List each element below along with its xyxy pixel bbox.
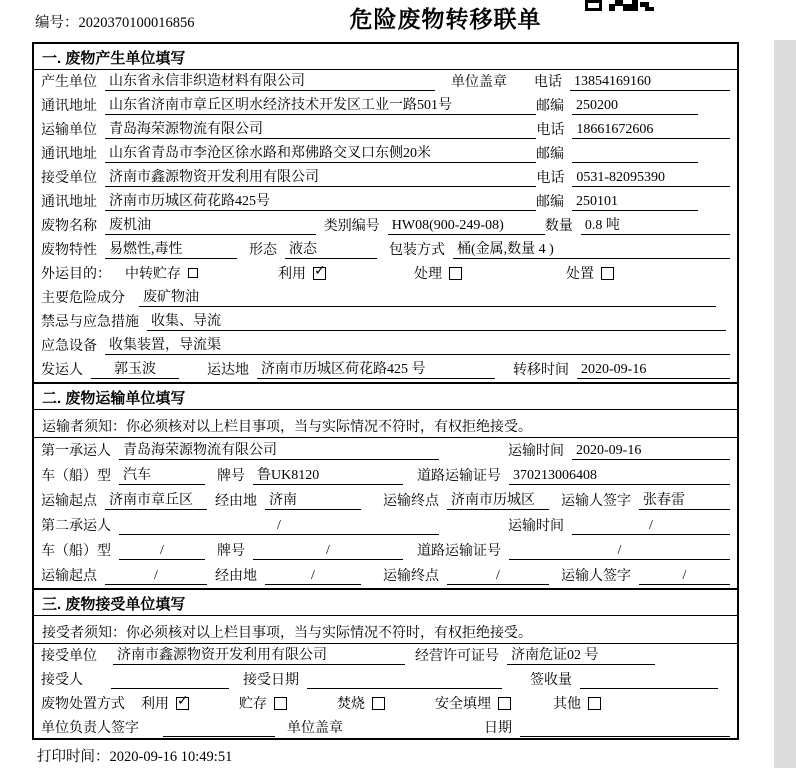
section-1-header: 一. 废物产生单位填写 bbox=[34, 44, 737, 70]
measures-value: 收集、导流 bbox=[147, 310, 726, 331]
checkbox-disposal-incinerate bbox=[372, 697, 385, 710]
form-title: 危险废物转移联单 bbox=[349, 7, 542, 32]
transporter-zip-value bbox=[572, 146, 698, 163]
disposal-option-utilize bbox=[141, 693, 189, 713]
hazard-value: 废矿物油 bbox=[139, 286, 716, 307]
hazard-label: 主要危险成分 bbox=[41, 291, 125, 306]
checkbox-treat bbox=[449, 267, 462, 280]
transporter-address-value: 山东省青岛市李沧区徐水路和郑佛路交叉口东侧20米 bbox=[105, 142, 536, 163]
row-vehicle-1 bbox=[34, 463, 737, 488]
measures-label: 禁忌与应急措施 bbox=[41, 315, 139, 330]
receiver-address-value: 济南市历城区荷花路425号 bbox=[105, 190, 536, 211]
transporter-phone-value: 18661672606 bbox=[572, 122, 730, 139]
row-hazard-component bbox=[34, 286, 737, 310]
transporter-notice: 运输者须知：你必须核对以上栏目事项，当与实际情况不符时，有权拒绝接受。 bbox=[34, 410, 737, 438]
category-value: HW08(900-249-08) bbox=[388, 218, 545, 235]
plate1-label: 牌号 bbox=[217, 469, 245, 484]
unit-seal-label: 单位盖章 bbox=[287, 721, 343, 736]
row-producer bbox=[34, 70, 737, 94]
route2-start-value: / bbox=[105, 568, 207, 585]
row-carrier-1 bbox=[34, 438, 737, 463]
carrier2-time-label: 运输时间 bbox=[508, 519, 564, 534]
producer-zip-value: 250200 bbox=[572, 98, 698, 115]
license-label: 经营许可证号 bbox=[415, 649, 499, 664]
producer-address-label: 通讯地址 bbox=[41, 99, 97, 114]
row-producer-address bbox=[34, 94, 737, 118]
package-value: 桶(金属,数量 4 ) bbox=[453, 238, 730, 259]
route2-sign-label: 运输人签字 bbox=[561, 569, 631, 584]
vehicle2-type-value: / bbox=[119, 543, 205, 560]
transporter-label: 运输单位 bbox=[41, 123, 97, 138]
checkbox-disposal-storage bbox=[274, 697, 287, 710]
signed-amount-label: 签收量 bbox=[530, 673, 572, 688]
checkbox-disposal-utilize bbox=[176, 697, 189, 710]
row-shipper bbox=[34, 358, 737, 382]
route1-start-label: 运输起点 bbox=[41, 494, 97, 509]
vehicle2-type-label: 车（船）型 bbox=[41, 544, 111, 559]
checkbox-utilize bbox=[313, 267, 326, 280]
transporter-address-label: 通讯地址 bbox=[41, 147, 97, 162]
equipment-label: 应急设备 bbox=[41, 339, 97, 354]
vehicle1-type-label: 车（船）型 bbox=[41, 469, 111, 484]
form-state-value: 液态 bbox=[285, 238, 377, 259]
row-waste-property bbox=[34, 238, 737, 262]
serial-number: 2020370100016856 bbox=[78, 15, 195, 31]
checkbox-dispose bbox=[601, 267, 614, 280]
producer-phone-label: 电话 bbox=[534, 75, 562, 90]
row-waste-name bbox=[34, 214, 737, 238]
producer-address-value: 山东省济南市章丘区明水经济技术开发区工业一路501号 bbox=[105, 94, 536, 115]
permit1-label: 道路运输证号 bbox=[417, 469, 501, 484]
purpose-option-utilize bbox=[278, 263, 326, 283]
checkbox-disposal-other bbox=[588, 697, 601, 710]
transfer-time-value: 2020-09-16 bbox=[577, 362, 730, 379]
print-time-value: 2020-09-16 10:49:51 bbox=[109, 749, 233, 765]
section-transporter bbox=[34, 382, 737, 588]
route2-start-label: 运输起点 bbox=[41, 569, 97, 584]
row-receiving-unit bbox=[34, 644, 737, 668]
quantity-label: 数量 bbox=[544, 219, 573, 234]
print-time-line bbox=[37, 745, 232, 766]
carrier1-label: 第一承运人 bbox=[41, 444, 111, 459]
carrier2-time-value: / bbox=[572, 518, 730, 535]
option-label: 焚烧 bbox=[337, 697, 365, 712]
license-value: 济南危证02 号 bbox=[507, 644, 655, 665]
route1-via-label: 经由地 bbox=[215, 494, 257, 509]
waste-name-label: 废物名称 bbox=[41, 219, 97, 234]
permit2-label: 道路运输证号 bbox=[417, 544, 501, 559]
carrier1-value: 青岛海荣源物流有限公司 bbox=[119, 439, 439, 460]
option-label: 安全填埋 bbox=[435, 697, 491, 712]
page-edge-strip bbox=[774, 40, 796, 768]
destination-value: 济南市历城区荷花路425 号 bbox=[257, 358, 495, 379]
accept-date-label: 接受日期 bbox=[243, 673, 299, 688]
producer-phone-value: 13854169160 bbox=[570, 74, 730, 91]
receiver-phone-value: 0531-82095390 bbox=[572, 170, 730, 187]
accept-date-value bbox=[307, 672, 502, 689]
manifest-form bbox=[32, 42, 739, 740]
route1-end-label: 运输终点 bbox=[383, 494, 439, 509]
sign-date-label: 日期 bbox=[484, 721, 512, 736]
row-acceptor bbox=[34, 668, 737, 692]
route2-via-value: / bbox=[265, 568, 361, 585]
row-responsible-signature bbox=[34, 716, 737, 740]
acceptor-value bbox=[111, 672, 229, 689]
checkbox-transfer-storage bbox=[188, 268, 198, 278]
qr-code-fragment bbox=[585, 0, 655, 11]
permit1-value: 370213006408 bbox=[509, 468, 730, 485]
vehicle1-type-value: 汽车 bbox=[119, 464, 205, 485]
signed-amount-value bbox=[580, 672, 718, 689]
section-producer bbox=[34, 44, 737, 382]
purpose-option-transfer-storage bbox=[125, 263, 198, 283]
route1-via-value: 济南 bbox=[265, 489, 361, 510]
disposal-option-other bbox=[553, 693, 601, 713]
producer-value: 山东省永信非织造材料有限公司 bbox=[105, 70, 435, 91]
sign-date-value bbox=[520, 720, 730, 737]
acceptor-label: 接受人 bbox=[41, 673, 83, 688]
receiving-unit-label: 接受单位 bbox=[41, 649, 97, 664]
seal-label: 单位盖章 bbox=[451, 75, 507, 90]
quantity-value: 0.8 吨 bbox=[581, 214, 730, 235]
route2-end-label: 运输终点 bbox=[383, 569, 439, 584]
option-label: 处理 bbox=[414, 267, 442, 282]
route1-end-value: 济南市历城区 bbox=[447, 489, 549, 510]
waste-property-label: 废物特性 bbox=[41, 243, 97, 258]
carrier1-time-value: 2020-09-16 bbox=[572, 443, 730, 460]
producer-zip-label: 邮编 bbox=[535, 99, 564, 114]
option-label: 贮存 bbox=[239, 697, 267, 712]
transporter-phone-label: 电话 bbox=[536, 123, 565, 138]
responsible-sign-label: 单位负责人签字 bbox=[41, 721, 139, 736]
receiver-value: 济南市鑫源物资开发利用有限公司 bbox=[105, 166, 536, 187]
print-time-label: 打印时间： bbox=[37, 749, 110, 765]
section-receiver bbox=[34, 588, 737, 740]
route1-sign-value: 张春雷 bbox=[639, 489, 730, 510]
destination-label: 运达地 bbox=[207, 363, 249, 378]
purpose-option-dispose bbox=[566, 263, 614, 283]
transporter-zip-label: 邮编 bbox=[535, 147, 564, 162]
row-emergency-equipment bbox=[34, 334, 737, 358]
purpose-option-treat bbox=[414, 263, 462, 283]
checkbox-disposal-landfill bbox=[498, 697, 511, 710]
row-route-2 bbox=[34, 563, 737, 588]
equipment-value: 收集装置，导流渠 bbox=[105, 334, 730, 355]
option-label: 其他 bbox=[553, 697, 581, 712]
receiver-label: 接受单位 bbox=[41, 171, 97, 186]
responsible-sign-value bbox=[163, 720, 275, 737]
receiver-address-label: 通讯地址 bbox=[41, 195, 97, 210]
option-label: 利用 bbox=[278, 267, 306, 282]
plate1-value: 鲁UK8120 bbox=[253, 464, 403, 485]
permit2-value: / bbox=[509, 543, 730, 560]
row-disposal-method bbox=[34, 692, 737, 716]
option-label: 处置 bbox=[566, 267, 594, 282]
section-3-header: 三. 废物接受单位填写 bbox=[34, 590, 737, 616]
transporter-value: 青岛海荣源物流有限公司 bbox=[105, 118, 536, 139]
row-transporter bbox=[34, 118, 737, 142]
carrier2-label: 第二承运人 bbox=[41, 519, 111, 534]
serial-label: 编号： bbox=[35, 15, 79, 31]
section-2-header: 二. 废物运输单位填写 bbox=[34, 384, 737, 410]
receiving-unit-value: 济南市鑫源物资开发利用有限公司 bbox=[113, 644, 405, 665]
disposal-option-incinerate bbox=[337, 693, 385, 713]
receiver-zip-label: 邮编 bbox=[535, 195, 564, 210]
route1-start-value: 济南市章丘区 bbox=[105, 489, 207, 510]
form-state-label: 形态 bbox=[249, 243, 277, 258]
option-label: 利用 bbox=[141, 697, 169, 712]
package-label: 包装方式 bbox=[389, 243, 445, 258]
row-carrier-2 bbox=[34, 513, 737, 538]
route2-end-value: / bbox=[447, 568, 549, 585]
carrier1-time-label: 运输时间 bbox=[508, 444, 564, 459]
plate2-value: / bbox=[253, 543, 403, 560]
row-emergency-measures bbox=[34, 310, 737, 334]
waste-property-value: 易燃性,毒性 bbox=[105, 238, 237, 259]
transfer-time-label: 转移时间 bbox=[513, 363, 569, 378]
waste-name-value: 废机油 bbox=[105, 214, 316, 235]
carrier2-value: / bbox=[119, 518, 439, 535]
option-label: 中转贮存 bbox=[125, 267, 181, 282]
producer-label: 产生单位 bbox=[41, 75, 97, 90]
shipper-value: 郭玉波 bbox=[91, 358, 179, 379]
disposal-option-landfill bbox=[435, 693, 511, 713]
category-label: 类别编号 bbox=[323, 219, 380, 234]
row-route-1 bbox=[34, 488, 737, 513]
receiver-zip-value: 250101 bbox=[572, 194, 698, 211]
row-receiver-address bbox=[34, 190, 737, 214]
row-receiver bbox=[34, 166, 737, 190]
receiver-phone-label: 电话 bbox=[536, 171, 565, 186]
shipper-label: 发运人 bbox=[41, 363, 83, 378]
row-vehicle-2 bbox=[34, 538, 737, 563]
plate2-label: 牌号 bbox=[217, 544, 245, 559]
route2-via-label: 经由地 bbox=[215, 569, 257, 584]
disposal-label: 废物处置方式 bbox=[41, 697, 125, 712]
row-transporter-address bbox=[34, 142, 737, 166]
route1-sign-label: 运输人签字 bbox=[561, 494, 631, 509]
route2-sign-value: / bbox=[639, 568, 730, 585]
disposal-option-storage bbox=[239, 693, 287, 713]
receiver-notice: 接受者须知：你必须核对以上栏目事项，当与实际情况不符时，有权拒绝接受。 bbox=[34, 616, 737, 644]
row-purpose bbox=[34, 262, 737, 286]
purpose-label: 外运目的： bbox=[41, 267, 111, 282]
